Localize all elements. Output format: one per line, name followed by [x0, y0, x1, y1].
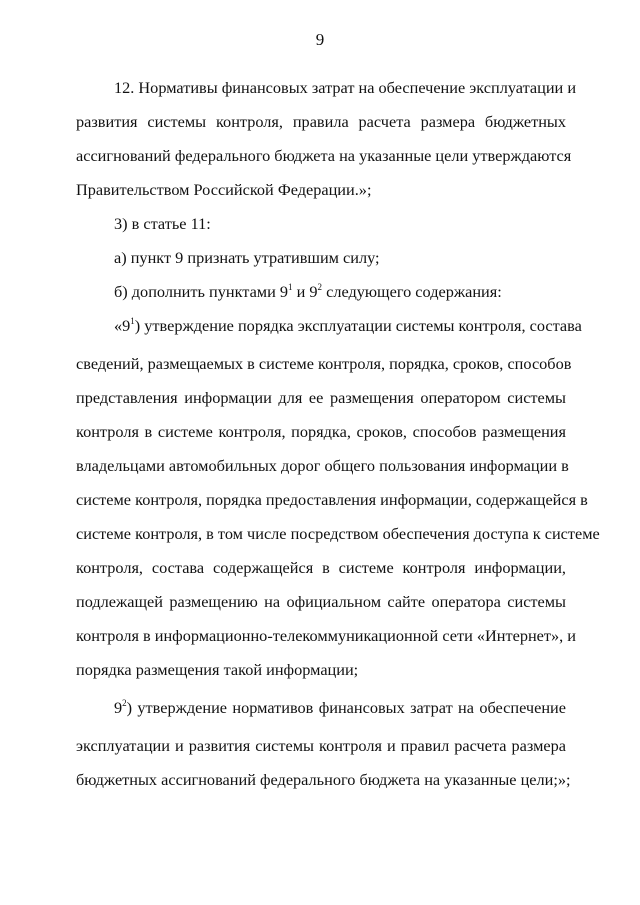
item-b-mid: и 9 [292, 282, 318, 301]
paragraph-9-1-line-9: подлежащей размещению на официальном сайте оператора системы [76, 592, 566, 611]
p92-before: 9 [114, 698, 123, 717]
paragraph-9-1-line-6: системе контроля, порядка предоставления информации, содержащейся в [76, 490, 588, 509]
paragraph-12-line-4: Правительством Российской Федерации.»; [76, 180, 372, 199]
item-3: 3) в статье 11: [114, 214, 211, 233]
paragraph-12-line-3: ассигнований федерального бюджета на указанные цели утверждаются [76, 146, 572, 165]
paragraph-9-1-line-5: владельцами автомобильных дорог общего пользования информации в [76, 456, 569, 475]
p92-after: ) утверждение нормативов финансовых затрат на обеспечение [126, 698, 566, 717]
paragraph-9-1-line-10: контроля в информационно-телекоммуникационной сети «Интернет», и [76, 626, 577, 645]
item-a: а) пункт 9 признать утратившим силу; [114, 248, 380, 267]
p91-before: «9 [114, 316, 131, 335]
paragraph-9-1-line-7: системе контроля, в том числе посредством обеспечения доступа к системе [76, 524, 600, 543]
item-b-before: б) дополнить пунктами 9 [114, 282, 289, 301]
paragraph-9-1-line-4: контроля в системе контроля, порядка, сроков, способов размещения [76, 422, 566, 441]
paragraph-9-2-line-2: эксплуатации и развития системы контроля и правил расчета размера [76, 736, 566, 755]
paragraph-12-line-2: развития системы контроля, правила расчета размера бюджетных [76, 112, 566, 131]
paragraph-9-1-line-8: контроля, состава содержащейся в системе контроля информации, [76, 558, 566, 577]
p92-sup: 2 [122, 697, 127, 708]
paragraph-12-line-1: 12. Нормативы финансовых затрат на обеспечение эксплуатации и [114, 78, 577, 97]
page-number: 9 [315, 30, 325, 49]
item-b-sup-2: 2 [317, 281, 323, 292]
paragraph-9-1-line-1 [114, 315, 582, 336]
item-b-after: следующего содержания: [322, 282, 502, 301]
p91-sup: 1 [130, 315, 135, 326]
item-b-sup-1: 1 [288, 281, 293, 292]
paragraph-9-1-line-2: сведений, размещаемых в системе контроля, порядка, сроков, способов [76, 354, 572, 373]
p91-after: ) утверждение порядка эксплуатации системы контроля, состава [134, 316, 582, 335]
item-b [114, 282, 566, 302]
paragraph-9-1-line-3: представления информации для ее размещения оператором системы [76, 388, 566, 407]
paragraph-9-2-line-1 [114, 698, 566, 718]
paragraph-9-1-line-11: порядка размещения такой информации; [76, 660, 359, 679]
paragraph-9-2-line-3: бюджетных ассигнований федерального бюджета на указанные цели;»; [76, 770, 571, 789]
